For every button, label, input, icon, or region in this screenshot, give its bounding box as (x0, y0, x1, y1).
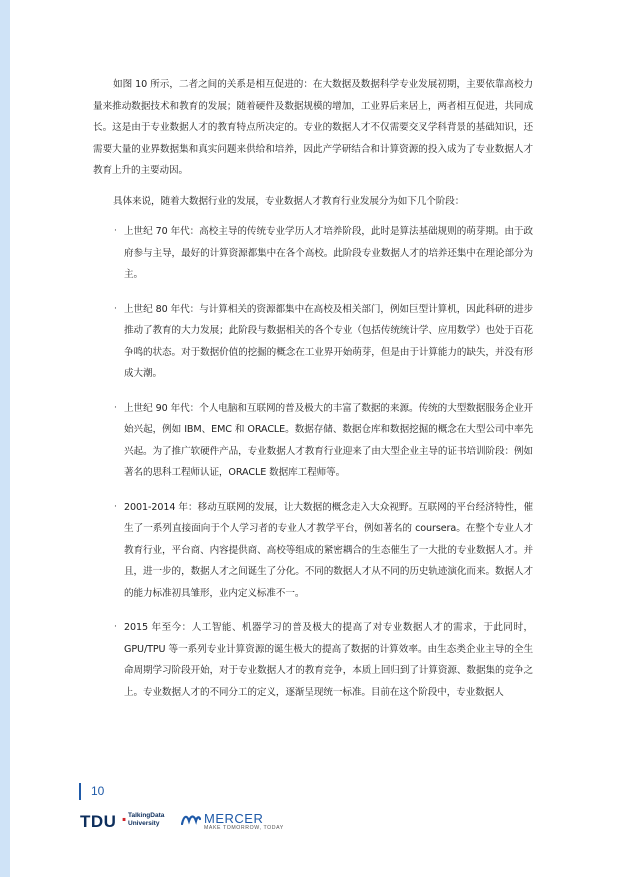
footer-logos (80, 810, 320, 834)
list-item-2001-2014 (93, 497, 533, 605)
paragraph-intro: 如图 10 所示，二者之间的关系是相互促进的：在大数据及数据科学专业发展初期，主要依靠高校力量来推动数据技术和教育的发展；随着硬件及数据规模的增加，工业界后来居上，两者相互促进，共同成长。这是由于专业数据人才的教育特点所决定的。专业的数据人才不仅需要交叉学科背景的基础知识，还需要大量的业界数据集和真实问题来供给和培养，因此产学研结合和计算资源的投入成为了专业数据人才教育上升的主要动因。 (93, 79, 533, 176)
mercer-logo-text: MERCER (204, 811, 264, 826)
tdu-separator-dot: · (121, 810, 128, 829)
mercer-tagline: MAKE TOMORROW, TODAY (204, 825, 284, 831)
bullet-dot: · (114, 622, 117, 632)
bullet-dot: · (114, 402, 117, 413)
list-item-1990s (93, 398, 533, 484)
left-decorative-strip (0, 0, 10, 877)
list-item-text: 上世纪 70 年代：高校主导的传统专业学历人才培养阶段，此时是算法基础规则的萌芽期。由于政府参与主导，最好的计算资源都集中在各个高校。此阶段专业数据人才的培养还集中在理论部分为主。 (124, 226, 533, 280)
university-text: University (128, 820, 160, 827)
paragraph-stages-intro: 具体来说，随着大数据行业的发展，专业数据人才教育行业发展分为如下几个阶段： (113, 195, 465, 207)
list-item-1980s (93, 299, 533, 385)
document-body (93, 74, 533, 716)
list-item-text: 上世纪 90 年代：个人电脑和互联网的普及极大的丰富了数据的来源。传统的大型数据服务企业开始兴起，例如 IBM、EMC 和 ORACLE。数据存储、数据仓库和数据挖掘的概念在大型公司中率先兴起。为了推广软硬件产品，专业数据人才教育行业迎来了由大型企业主导的证书培训阶段：例如著名的思科工程师认证，ORACLE 数据库工程师等。 (124, 402, 533, 478)
list-item-2015-present (93, 617, 533, 703)
mercer-logo-icon (181, 813, 201, 825)
page-number-bar (79, 783, 81, 800)
tdu-logo: TDU (80, 812, 117, 831)
list-item-text: 2001-2014 年：移动互联网的发展，让大数据的概念走入大众视野。互联网的平台经济特性，催生了一系列直接面向于个人学习者的专业人才教学平台，例如著名的 coursera。在整个专业人才教育行业，平台商、内容提供商、高校等组成的紧密耦合的生态催生了一大批的专业数据人才。并且，进一步的，数据人才之间诞生了分化。不同的数据人才从不同的历史轨迹演化而来。数据人才的能力标准初具雏形，业内定义标准不一。 (124, 501, 533, 599)
bullet-dot: · (114, 501, 117, 512)
list-item-text: 2015 年至今：人工智能、机器学习的普及极大的提高了对专业数据人才的需求，于此同时，GPU/TPU 等一系列专业计算资源的诞生极大的提高了数据的计算效率。由生态类企业主导的全生命周期学习阶段开始，对于专业数据人才的教育竞争，本质上回归到了计算资源、数据集的竞争之上。专业数据人才的不同分工的定义，逐渐呈现统一标准。目前在这个阶段中，专业数据人 (124, 622, 533, 698)
page-number: 10 (91, 784, 105, 798)
talkingdata-university-logo (128, 812, 164, 828)
talkingdata-text: TalkingData (128, 812, 165, 819)
list-item-1970s (93, 221, 533, 286)
bullet-dot: · (114, 303, 117, 314)
bullet-dot: · (114, 226, 117, 236)
list-item-text: 上世纪 80 年代：与计算相关的资源都集中在高校及相关部门，例如巨型计算机，因此科研的进步推动了教育的大力发展；此阶段与数据相关的各个专业（包括传统统计学、应用数学）也处于百花争鸣的状态。对于数据价值的挖掘的概念在工业界开始萌芽，但是由于计算能力的缺失，并没有形成大潮。 (124, 303, 533, 379)
